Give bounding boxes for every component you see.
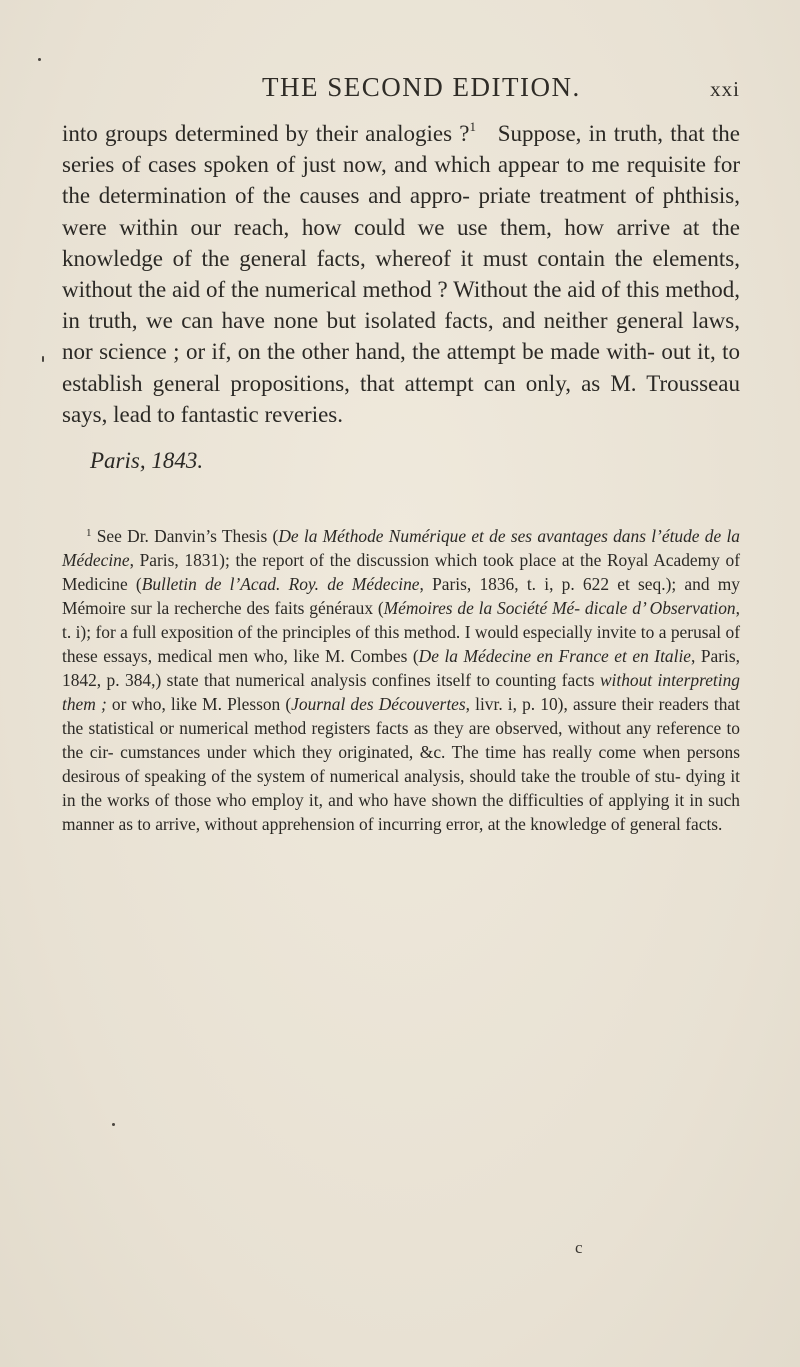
running-head [62,72,740,112]
footnote-marker: 1 [86,527,92,539]
body-text-part-1: into groups determined by their analogies ? [62,121,470,146]
footnote-citation-title: De la Médecine en France et en Italie [418,646,691,666]
body-paragraph [62,118,740,430]
footnote [62,524,740,836]
footnote-text: or who, like M. Plesson ( [106,694,292,714]
paper-speck [38,58,41,61]
footnote-text: , Paris, 1836, t. i, p. 622 et seq.); and my Mémoire sur la recherche des faits généraux ( [62,574,741,618]
footnote-emphasis: without interpreting them ; [62,670,740,714]
footnote-citation-title: Mémoires de la Société Mé- dicale d’ Observation [383,598,736,618]
footnote-citation-title: Bulletin de l’Acad. Roy. de Médecine [141,574,420,594]
footnote-citation-title: De la Méthode Numérique et de ses avantages dans l’étude de la Médecine [62,526,740,570]
paper-speck [42,356,44,362]
signature-mark: c [575,1238,583,1257]
dateline: Paris, 1843. [90,448,204,473]
footnote-text: , Paris, 1842, p. 384,) state that numerical analysis confines itself to counting facts [62,646,740,690]
body-text-part-2: Suppose, in truth, that the series of cases spoken of just now, and which appear to me requisite for the determination of the causes and appro- priate treatment of phthisis, were within our reach, how could we use them, how arrive at the knowledge of the general facts, whereof it must contain the elements, without the aid of the numerical method ? Without the aid of this method, in truth, we can have none but isolated facts, and neither general laws, nor science ; or if, on the other hand, the attempt be made with- out it, to establish general propositions, that attempt can only, as M. Trousseau says, lead to fantastic reveries. [62,121,741,427]
footnote-text: , livr. i, p. 10), assure their readers that the statistical or numerical method registers facts as they are observed, without any reference to the cir- cumstances under which they originated, &c. The time has really come when persons desirous of speaking of the system of numerical analysis, should take the trouble of stu- dying it in the works of those who employ it, and who have shown the difficulties of applying it in such manner as to arrive, without apprehension of incurring error, at the knowledge of general facts. [62,694,740,834]
footnote-reference: 1 [469,119,476,134]
footnote-text: See Dr. Danvin’s Thesis ( [96,526,279,546]
footnote-text: , t. i); for a full exposition of the principles of this method. I would especially invite to a perusal of these essays, medical men who, like M. Combes ( [62,598,740,666]
footnote-citation-title: Journal des Découvertes [291,694,466,714]
page-number: xxi [710,77,740,101]
running-title: THE SECOND EDITION. [262,72,581,102]
paper-speck [112,1123,115,1126]
footnote-text: , Paris, 1831); the report of the discussion which took place at the Royal Academy of Medicine ( [62,550,740,594]
